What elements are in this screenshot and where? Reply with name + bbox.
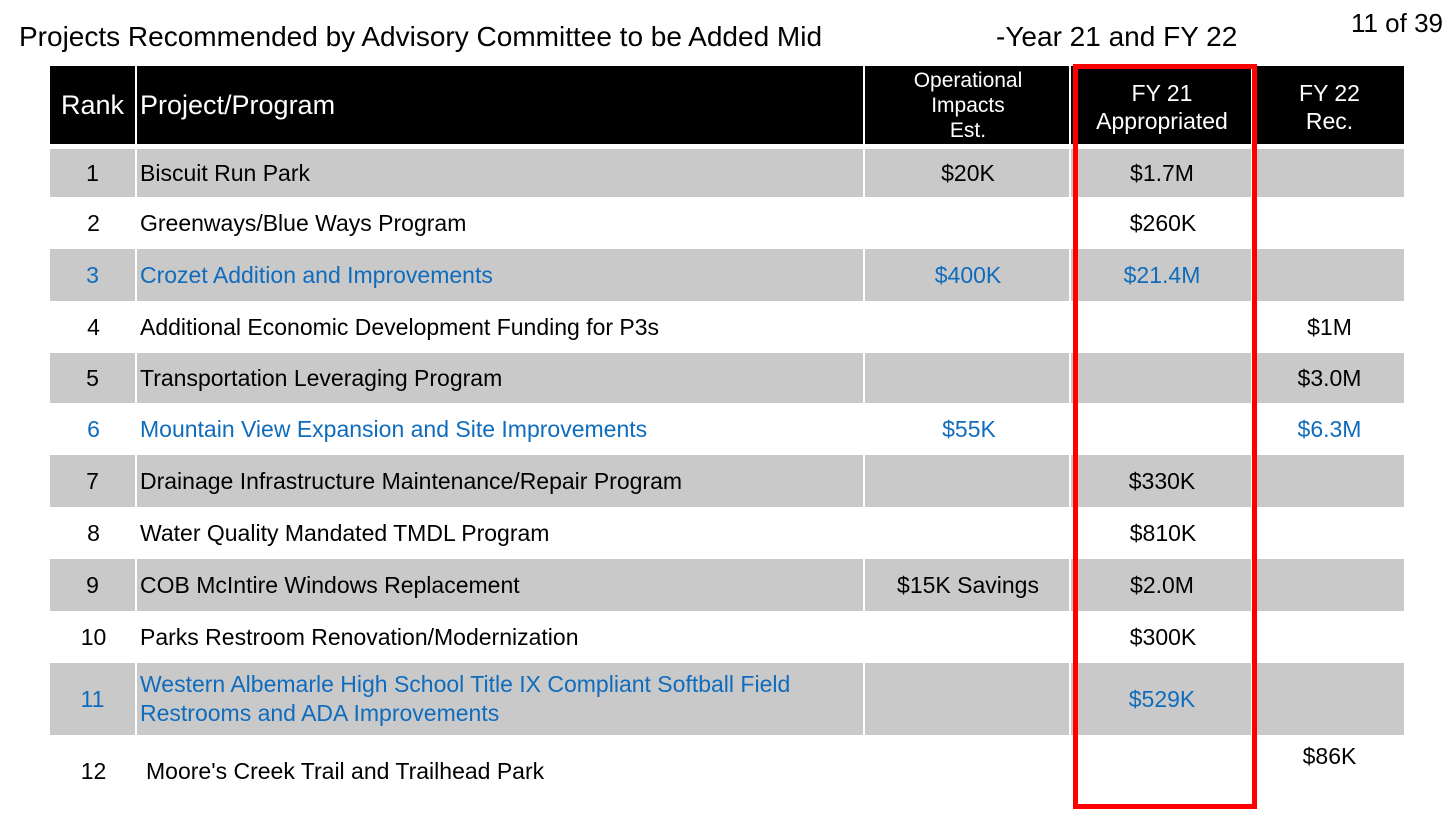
operational-impact-cell (867, 663, 1071, 735)
operational-impact-cell (867, 455, 1071, 507)
fy22-cell: $6.3M (1297, 415, 1362, 442)
operational-impact-cell: $55K (942, 415, 996, 442)
operational-impact-cell (867, 301, 1071, 353)
fy21-cell: $300K (1129, 623, 1197, 650)
header-fy21-line: FY 21 (1131, 80, 1193, 106)
operational-impact-cell (867, 735, 1071, 807)
fy22-cell: $1M (1307, 313, 1352, 340)
fy22-cell (1255, 611, 1404, 663)
project-cell: Biscuit Run Park (139, 149, 865, 197)
fy21-cell: $260K (1129, 209, 1197, 236)
fy21-cell: $1.7M (1073, 149, 1253, 197)
fy21-cell: $330K (1073, 455, 1253, 507)
fy22-cell (1255, 149, 1404, 197)
project-cell: COB McIntire Windows Replacement (139, 559, 865, 611)
header-fy21-appropriated (1073, 66, 1253, 144)
operational-impact-cell: $15K Savings (867, 559, 1071, 611)
table-row (50, 735, 1404, 807)
header-ops-line: Impacts (931, 93, 1005, 117)
table-row (50, 353, 1404, 403)
rank-cell: 8 (87, 519, 100, 546)
fy22-cell: $86K (1302, 743, 1357, 769)
rank-cell: 5 (50, 353, 137, 403)
fy21-cell (1073, 353, 1253, 403)
fy21-cell (1073, 403, 1253, 455)
header-ops-line: Operational (913, 68, 1023, 92)
rank-cell: 6 (87, 415, 100, 442)
table-row (50, 149, 1404, 197)
fy22-cell (1255, 197, 1404, 249)
table-row (50, 197, 1404, 249)
fy21-cell (1073, 301, 1253, 353)
header-fy22-line: Rec. (1305, 108, 1354, 134)
table-header-row (50, 66, 1404, 144)
header-fy22-line: FY 22 (1299, 80, 1360, 106)
project-cell: Water Quality Mandated TMDL Program (140, 519, 550, 546)
table-row (50, 301, 1404, 353)
project-line: Restrooms and ADA Improvements (140, 700, 500, 726)
rank-cell: 9 (50, 559, 137, 611)
fy21-cell (1073, 735, 1253, 807)
project-cell: Moore's Creek Trail and Trailhead Park (146, 757, 545, 784)
header-operational-impacts (867, 66, 1071, 144)
project-cell: Parks Restroom Renovation/Modernization (140, 623, 579, 650)
fy21-cell: $21.4M (1073, 249, 1253, 301)
fy22-cell: $3.0M (1297, 364, 1362, 391)
fy22-cell (1255, 455, 1404, 507)
operational-impact-cell (867, 611, 1071, 663)
fy21-cell: $529K (1073, 663, 1253, 735)
project-line: Western Albemarle High School Title IX Compliant Softball Field (140, 671, 791, 697)
rank-cell: 3 (50, 249, 137, 301)
operational-impact-cell: $20K (867, 149, 1071, 197)
fy22-cell (1255, 559, 1404, 611)
projects-table (50, 66, 1404, 807)
page-number: 11 of 39 (1350, 8, 1443, 38)
fy21-cell: $810K (1129, 519, 1197, 546)
operational-impact-cell (867, 507, 1071, 559)
rank-cell: 11 (50, 663, 137, 735)
rank-cell: 4 (87, 313, 100, 340)
fy22-cell (1255, 507, 1404, 559)
project-cell: Mountain View Expansion and Site Improvements (140, 415, 648, 442)
header-project: Project/Program (139, 66, 865, 144)
operational-impact-cell (867, 197, 1071, 249)
slide-title-right: -Year 21 and FY 22 (996, 21, 1238, 52)
project-cell: Crozet Addition and Improvements (139, 249, 865, 301)
table-row (50, 663, 1404, 735)
project-cell: Transportation Leveraging Program (139, 353, 865, 403)
table-row (50, 559, 1404, 611)
fy21-cell: $2.0M (1073, 559, 1253, 611)
rank-cell: 7 (50, 455, 137, 507)
fy22-cell (1255, 663, 1404, 735)
header-rank: Rank (50, 66, 137, 144)
rank-cell: 10 (80, 623, 107, 650)
table-row (50, 611, 1404, 663)
project-cell (139, 663, 865, 735)
slide-title-left: Projects Recommended by Advisory Committee to be Added Mid (19, 21, 823, 52)
fy22-cell (1255, 249, 1404, 301)
table-row (50, 249, 1404, 301)
operational-impact-cell: $400K (867, 249, 1071, 301)
project-cell: Greenways/Blue Ways Program (140, 209, 467, 236)
rank-cell: 2 (87, 209, 100, 236)
table-row (50, 507, 1404, 559)
header-fy22-rec (1255, 66, 1404, 144)
rank-cell: 1 (50, 149, 137, 197)
rank-cell: 12 (80, 757, 107, 784)
header-ops-line: Est. (949, 118, 987, 142)
header-fy21-line: Appropriated (1096, 108, 1228, 134)
table-row (50, 403, 1404, 455)
project-cell: Drainage Infrastructure Maintenance/Repair Program (139, 455, 865, 507)
table-row (50, 455, 1404, 507)
operational-impact-cell (867, 353, 1071, 403)
project-cell: Additional Economic Development Funding for P3s (140, 313, 660, 340)
